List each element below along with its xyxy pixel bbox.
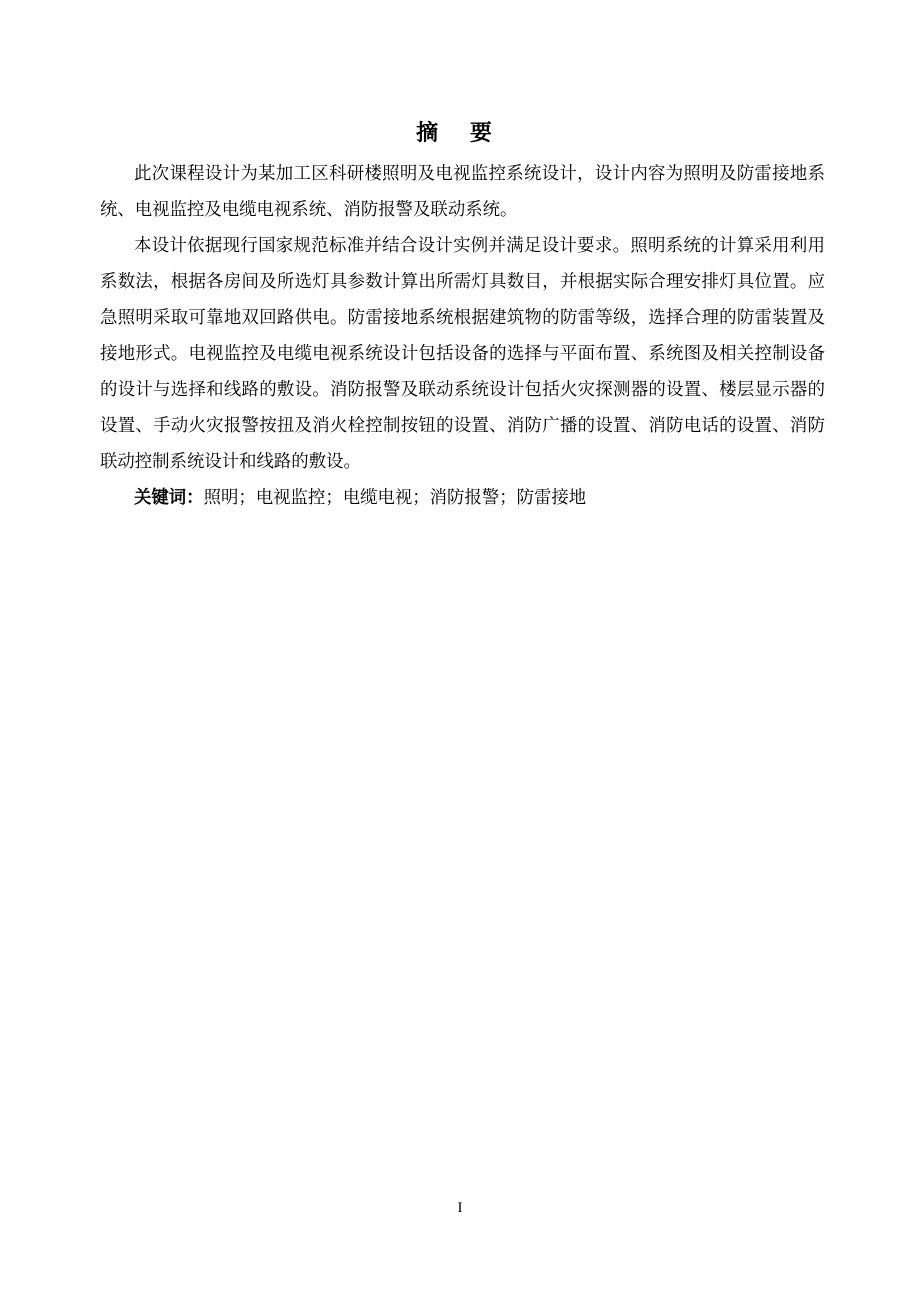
keywords-label: 关键词： [134,488,204,508]
page-title: 摘 要 [416,121,504,146]
keywords-list: 照明；电视监控；电缆电视；消防报警；防雷接地 [203,488,587,508]
keywords-line [100,480,825,516]
abstract-paragraph-2: 本设计依据现行国家规范标准并结合设计实例并满足设计要求。照明系统的计算采用利用系数法，根据各房间及所选灯具参数计算出所需灯具数目，并根据实际合理安排灯具位置。应急照明采取可靠地双回路供电。防雷接地系统根据建筑物的防雷等级，选择合理的防雷装置及接地形式。电视监控及电缆电视系统设计包括设备的选择与平面布置、系统图及相关控制设备的设计与选择和线路的敷设。消防报警及联动系统设计包括火灾探测器的设置、楼层显示器的设置、手动火灾报警按扭及消火栓控制按钮的设置、消防广播的设置、消防电话的设置、消防联动控制系统设计和线路的敷设。 [100,236,825,472]
abstract-paragraph-1: 此次课程设计为某加工区科研楼照明及电视监控系统设计，设计内容为照明及防雷接地系统、电视监控及电缆电视系统、消防报警及联动系统。 [100,164,825,220]
abstract-body [100,156,825,516]
page-number: I [457,1200,463,1216]
